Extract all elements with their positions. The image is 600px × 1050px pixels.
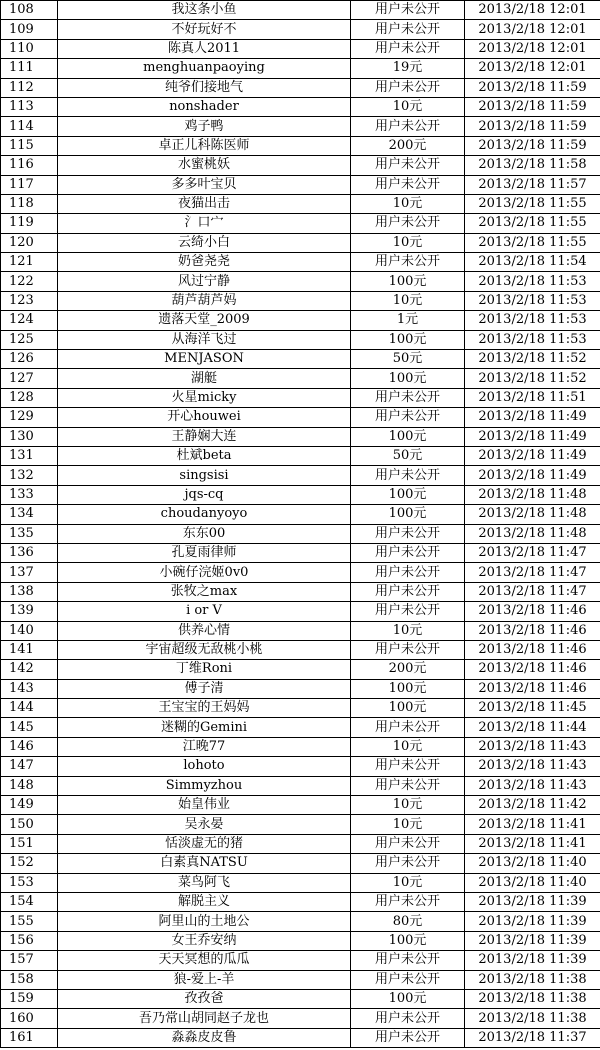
donation-amount: 用户未公开: [351, 718, 465, 737]
donation-amount: 200元: [351, 136, 465, 155]
row-index: 147: [1, 757, 58, 776]
table-row: [1, 582, 600, 601]
row-index: 113: [1, 97, 58, 116]
donation-time: 2013/2/18 11:46: [465, 679, 600, 698]
donation-time: 2013/2/18 11:48: [465, 485, 600, 504]
donor-name: 始皇伟业: [58, 796, 351, 815]
donation-time: 2013/2/18 11:46: [465, 660, 600, 679]
donor-name: MENJASON: [58, 350, 351, 369]
donation-time: 2013/2/18 11:55: [465, 233, 600, 252]
donor-name: jqs-cq: [58, 485, 351, 504]
donor-name: 恬淡虚无的猪: [58, 834, 351, 853]
donation-time: 2013/2/18 11:48: [465, 505, 600, 524]
donation-time: 2013/2/18 11:46: [465, 621, 600, 640]
table-row: [1, 214, 600, 233]
donor-name: 女王乔安纳: [58, 931, 351, 950]
donation-time: 2013/2/18 11:47: [465, 563, 600, 582]
donation-amount: 10元: [351, 737, 465, 756]
row-index: 156: [1, 931, 58, 950]
donation-amount: 50元: [351, 446, 465, 465]
donation-time: 2013/2/18 11:59: [465, 78, 600, 97]
donor-name: 王宝宝的王妈妈: [58, 699, 351, 718]
row-index: 141: [1, 640, 58, 659]
donation-amount: 100元: [351, 272, 465, 291]
table-row: [1, 970, 600, 989]
donation-amount: 用户未公开: [351, 1028, 465, 1047]
table-row: [1, 330, 600, 349]
donor-name: 张牧之max: [58, 582, 351, 601]
donation-amount: 100元: [351, 427, 465, 446]
table-row: [1, 466, 600, 485]
donor-name: 杜斌beta: [58, 446, 351, 465]
donor-name: singsisi: [58, 466, 351, 485]
donor-name: 小碗仔浣姬0v0: [58, 563, 351, 582]
donation-amount: 用户未公开: [351, 582, 465, 601]
donation-amount: 用户未公开: [351, 78, 465, 97]
donor-name: 夜猫出击: [58, 194, 351, 213]
donation-amount: 100元: [351, 931, 465, 950]
donation-amount: 用户未公开: [351, 388, 465, 407]
donation-amount: 用户未公开: [351, 39, 465, 58]
donation-amount: 用户未公开: [351, 524, 465, 543]
donor-name: 迷糊的Gemini: [58, 718, 351, 737]
table-row: [1, 388, 600, 407]
donor-name: 淼淼皮皮鲁: [58, 1028, 351, 1047]
donor-name: 江晚77: [58, 737, 351, 756]
table-row: [1, 718, 600, 737]
donor-name: 吴永晏: [58, 815, 351, 834]
donation-amount: 100元: [351, 505, 465, 524]
donation-amount: 10元: [351, 873, 465, 892]
donation-time: 2013/2/18 11:49: [465, 408, 600, 427]
row-index: 127: [1, 369, 58, 388]
table-row: [1, 543, 600, 562]
donation-time: 2013/2/18 11:43: [465, 757, 600, 776]
donation-time: 2013/2/18 11:57: [465, 175, 600, 194]
donation-amount: 100元: [351, 989, 465, 1008]
table-row: [1, 699, 600, 718]
donation-time: 2013/2/18 11:40: [465, 854, 600, 873]
donor-name: 葫芦葫芦妈: [58, 291, 351, 310]
donation-amount: 80元: [351, 912, 465, 931]
row-index: 143: [1, 679, 58, 698]
table-row: [1, 78, 600, 97]
row-index: 136: [1, 543, 58, 562]
donor-name: 不好玩好不: [58, 20, 351, 39]
donor-name: 天天冥想的瓜瓜: [58, 951, 351, 970]
donation-amount: 用户未公开: [351, 214, 465, 233]
row-index: 137: [1, 563, 58, 582]
table-row: [1, 660, 600, 679]
donation-time: 2013/2/18 11:42: [465, 796, 600, 815]
table-row: [1, 97, 600, 116]
donation-amount: 100元: [351, 679, 465, 698]
table-row: [1, 776, 600, 795]
table-row: [1, 350, 600, 369]
table-row: [1, 640, 600, 659]
table-row: [1, 854, 600, 873]
table-row: [1, 951, 600, 970]
donation-time: 2013/2/18 11:45: [465, 699, 600, 718]
table-row: [1, 136, 600, 155]
row-index: 160: [1, 1009, 58, 1028]
table-row: [1, 796, 600, 815]
donation-amount: 用户未公开: [351, 175, 465, 194]
row-index: 159: [1, 989, 58, 1008]
donation-time: 2013/2/18 11:39: [465, 912, 600, 931]
donation-amount: 100元: [351, 369, 465, 388]
donation-time: 2013/2/18 11:49: [465, 446, 600, 465]
row-index: 116: [1, 156, 58, 175]
donor-name: 供养心情: [58, 621, 351, 640]
donation-time: 2013/2/18 11:38: [465, 1009, 600, 1028]
donation-time: 2013/2/18 11:39: [465, 951, 600, 970]
row-index: 122: [1, 272, 58, 291]
row-index: 153: [1, 873, 58, 892]
donation-amount: 用户未公开: [351, 20, 465, 39]
row-index: 119: [1, 214, 58, 233]
donation-amount: 10元: [351, 97, 465, 116]
table-row: [1, 1009, 600, 1028]
donation-amount: 用户未公开: [351, 951, 465, 970]
donation-amount: 100元: [351, 485, 465, 504]
donor-name: lohoto: [58, 757, 351, 776]
row-index: 115: [1, 136, 58, 155]
donor-name: 卓正儿科陈医师: [58, 136, 351, 155]
row-index: 157: [1, 951, 58, 970]
donation-time: 2013/2/18 11:37: [465, 1028, 600, 1047]
donation-amount: 用户未公开: [351, 253, 465, 272]
donation-time: 2013/2/18 11:44: [465, 718, 600, 737]
row-index: 149: [1, 796, 58, 815]
donation-time: 2013/2/18 12:01: [465, 1, 600, 20]
donation-amount: 用户未公开: [351, 602, 465, 621]
donation-amount: 50元: [351, 350, 465, 369]
donor-name: 开心houwei: [58, 408, 351, 427]
row-index: 126: [1, 350, 58, 369]
row-index: 112: [1, 78, 58, 97]
donation-amount: 用户未公开: [351, 854, 465, 873]
table-row: [1, 563, 600, 582]
row-index: 110: [1, 39, 58, 58]
donation-time: 2013/2/18 11:48: [465, 524, 600, 543]
row-index: 138: [1, 582, 58, 601]
donation-time: 2013/2/18 12:01: [465, 20, 600, 39]
donation-time: 2013/2/18 11:52: [465, 350, 600, 369]
donation-amount: 用户未公开: [351, 563, 465, 582]
row-index: 148: [1, 776, 58, 795]
donation-time: 2013/2/18 11:41: [465, 815, 600, 834]
row-index: 124: [1, 311, 58, 330]
donation-amount: 用户未公开: [351, 156, 465, 175]
table-row: [1, 602, 600, 621]
donation-time: 2013/2/18 11:53: [465, 330, 600, 349]
table-row: [1, 272, 600, 291]
donation-time: 2013/2/18 11:49: [465, 466, 600, 485]
table-row: [1, 1, 600, 20]
donation-amount: 用户未公开: [351, 1, 465, 20]
donation-time: 2013/2/18 11:55: [465, 214, 600, 233]
row-index: 130: [1, 427, 58, 446]
donor-name: i or V: [58, 602, 351, 621]
donor-name: 狼-爱上-羊: [58, 970, 351, 989]
donor-name: 纯爷们接地气: [58, 78, 351, 97]
row-index: 111: [1, 59, 58, 78]
donation-time: 2013/2/18 11:49: [465, 427, 600, 446]
donor-name: 孜孜爸: [58, 989, 351, 1008]
donation-time: 2013/2/18 11:58: [465, 156, 600, 175]
donor-name: 氵口宀: [58, 214, 351, 233]
donation-time: 2013/2/18 11:38: [465, 989, 600, 1008]
donation-amount: 10元: [351, 194, 465, 213]
table-row: [1, 446, 600, 465]
row-index: 145: [1, 718, 58, 737]
donation-amount: 用户未公开: [351, 757, 465, 776]
donation-amount: 100元: [351, 699, 465, 718]
donor-name: 东东00: [58, 524, 351, 543]
table-row: [1, 485, 600, 504]
donation-time: 2013/2/18 11:59: [465, 97, 600, 116]
row-index: 108: [1, 1, 58, 20]
donor-name: 湖艇: [58, 369, 351, 388]
table-row: [1, 311, 600, 330]
row-index: 161: [1, 1028, 58, 1047]
row-index: 114: [1, 117, 58, 136]
row-index: 151: [1, 834, 58, 853]
row-index: 121: [1, 253, 58, 272]
donor-name: Simmyzhou: [58, 776, 351, 795]
table-row: [1, 737, 600, 756]
donation-amount: 用户未公开: [351, 466, 465, 485]
donor-name: 阿里山的土地公: [58, 912, 351, 931]
donation-amount: 用户未公开: [351, 543, 465, 562]
donation-amount: 19元: [351, 59, 465, 78]
table-row: [1, 505, 600, 524]
row-index: 134: [1, 505, 58, 524]
donor-name: menghuanpaoying: [58, 59, 351, 78]
table-body: [1, 1, 600, 1048]
donor-name: 多多叶宝贝: [58, 175, 351, 194]
table-row: [1, 59, 600, 78]
row-index: 120: [1, 233, 58, 252]
donor-name: 白素真NATSU: [58, 854, 351, 873]
row-index: 125: [1, 330, 58, 349]
donor-name: nonshader: [58, 97, 351, 116]
donation-time: 2013/2/18 11:43: [465, 776, 600, 795]
donation-time: 2013/2/18 12:01: [465, 39, 600, 58]
donor-name: 我这条小鱼: [58, 1, 351, 20]
donation-amount: 10元: [351, 815, 465, 834]
table-row: [1, 834, 600, 853]
donor-name: 奶爸尧尧: [58, 253, 351, 272]
donor-name: 吾乃常山胡同赵子龙也: [58, 1009, 351, 1028]
donation-amount: 100元: [351, 330, 465, 349]
donation-time: 2013/2/18 11:41: [465, 834, 600, 853]
table-row: [1, 369, 600, 388]
table-row: [1, 815, 600, 834]
donor-name: 孔夏雨律师: [58, 543, 351, 562]
donor-name: 王静娴大连: [58, 427, 351, 446]
donor-name: 丁维Roni: [58, 660, 351, 679]
table-row: [1, 291, 600, 310]
row-index: 117: [1, 175, 58, 194]
donation-amount: 10元: [351, 621, 465, 640]
donor-name: 云绮小白: [58, 233, 351, 252]
table-row: [1, 194, 600, 213]
donation-time: 2013/2/18 11:51: [465, 388, 600, 407]
row-index: 139: [1, 602, 58, 621]
donation-time: 2013/2/18 11:59: [465, 117, 600, 136]
table-row: [1, 757, 600, 776]
donation-time: 2013/2/18 11:53: [465, 291, 600, 310]
row-index: 152: [1, 854, 58, 873]
donor-name: 从海洋飞过: [58, 330, 351, 349]
row-index: 158: [1, 970, 58, 989]
table-row: [1, 621, 600, 640]
table-row: [1, 408, 600, 427]
table-row: [1, 20, 600, 39]
row-index: 144: [1, 699, 58, 718]
donation-time: 2013/2/18 11:54: [465, 253, 600, 272]
row-index: 155: [1, 912, 58, 931]
donor-name: 陈真人2011: [58, 39, 351, 58]
row-index: 150: [1, 815, 58, 834]
donation-amount: 10元: [351, 233, 465, 252]
table-row: [1, 524, 600, 543]
donation-time: 2013/2/18 11:59: [465, 136, 600, 155]
donation-amount: 用户未公开: [351, 776, 465, 795]
row-index: 109: [1, 20, 58, 39]
donation-time: 2013/2/18 11:47: [465, 582, 600, 601]
donation-time: 2013/2/18 12:01: [465, 59, 600, 78]
donation-amount: 用户未公开: [351, 640, 465, 659]
table-row: [1, 679, 600, 698]
donation-amount: 用户未公开: [351, 1009, 465, 1028]
donation-time: 2013/2/18 11:55: [465, 194, 600, 213]
donation-time: 2013/2/18 11:39: [465, 931, 600, 950]
row-index: 128: [1, 388, 58, 407]
donor-name: 解脱主义: [58, 892, 351, 911]
donation-amount: 用户未公开: [351, 117, 465, 136]
donation-time: 2013/2/18 11:47: [465, 543, 600, 562]
table-row: [1, 175, 600, 194]
donation-amount: 用户未公开: [351, 892, 465, 911]
donation-time: 2013/2/18 11:46: [465, 640, 600, 659]
row-index: 154: [1, 892, 58, 911]
donor-name: 菜鸟阿飞: [58, 873, 351, 892]
donor-name: 鸡子鸭: [58, 117, 351, 136]
donation-time: 2013/2/18 11:40: [465, 873, 600, 892]
donation-time: 2013/2/18 11:38: [465, 970, 600, 989]
donation-amount: 1元: [351, 311, 465, 330]
donor-name: 遗落天堂_2009: [58, 311, 351, 330]
table-row: [1, 892, 600, 911]
donor-name: 宇宙超级无敌桃小桃: [58, 640, 351, 659]
donation-time: 2013/2/18 11:52: [465, 369, 600, 388]
donation-amount: 10元: [351, 796, 465, 815]
donor-name: choudanyoyo: [58, 505, 351, 524]
donation-time: 2013/2/18 11:53: [465, 272, 600, 291]
row-index: 118: [1, 194, 58, 213]
donor-name: 水蜜桃妖: [58, 156, 351, 175]
table-row: [1, 39, 600, 58]
table-row: [1, 989, 600, 1008]
row-index: 142: [1, 660, 58, 679]
table-row: [1, 156, 600, 175]
row-index: 135: [1, 524, 58, 543]
row-index: 123: [1, 291, 58, 310]
row-index: 133: [1, 485, 58, 504]
donation-amount: 200元: [351, 660, 465, 679]
table-row: [1, 873, 600, 892]
row-index: 129: [1, 408, 58, 427]
donation-amount: 10元: [351, 291, 465, 310]
donation-time: 2013/2/18 11:53: [465, 311, 600, 330]
donor-name: 火星micky: [58, 388, 351, 407]
donation-time: 2013/2/18 11:43: [465, 737, 600, 756]
donation-amount: 用户未公开: [351, 970, 465, 989]
table-row: [1, 427, 600, 446]
donation-amount: 用户未公开: [351, 834, 465, 853]
donation-time: 2013/2/18 11:39: [465, 892, 600, 911]
table-row: [1, 1028, 600, 1047]
donation-amount: 用户未公开: [351, 408, 465, 427]
table-row: [1, 117, 600, 136]
table-row: [1, 931, 600, 950]
row-index: 146: [1, 737, 58, 756]
table-row: [1, 912, 600, 931]
table-row: [1, 253, 600, 272]
row-index: 131: [1, 446, 58, 465]
table-row: [1, 233, 600, 252]
row-index: 140: [1, 621, 58, 640]
donor-name: 风过宁静: [58, 272, 351, 291]
row-index: 132: [1, 466, 58, 485]
donation-time: 2013/2/18 11:46: [465, 602, 600, 621]
donor-name: 傅子清: [58, 679, 351, 698]
